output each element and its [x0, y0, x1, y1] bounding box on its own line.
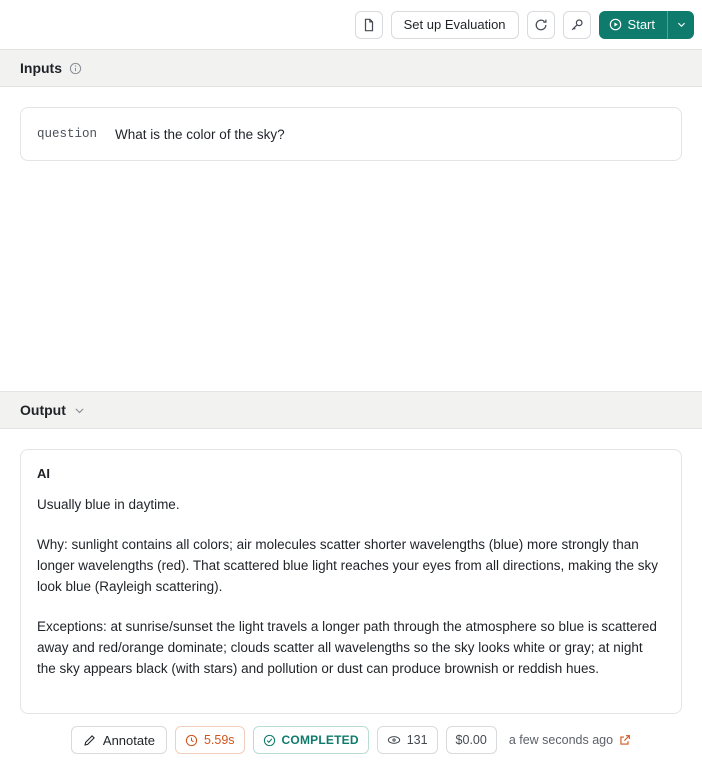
inputs-area	[0, 87, 702, 391]
check-circle-icon	[263, 734, 276, 747]
output-section-header[interactable]	[0, 391, 702, 429]
document-icon	[362, 18, 376, 32]
output-paragraph: Why: sunlight contains all colors; air molecules scatter shorter wavelengths (blue) more strongly than longer wavelengths (red). That scattered blue light reaches your eyes from all directions, making the sky look blue (Rayleigh scattering).	[37, 537, 659, 594]
start-options-button[interactable]	[667, 11, 694, 39]
start-button[interactable]	[599, 11, 667, 39]
start-button-group	[599, 11, 694, 39]
inputs-title: Inputs	[20, 60, 62, 76]
play-icon	[609, 18, 622, 31]
output-message-card	[20, 449, 682, 714]
document-button[interactable]	[355, 11, 383, 39]
setup-evaluation-label: Set up Evaluation	[403, 17, 506, 32]
inputs-section-header	[0, 49, 702, 87]
pencil-icon	[83, 734, 96, 747]
duration-value: 5.59s	[203, 733, 235, 747]
input-field-row[interactable]	[20, 107, 682, 161]
message-role-label: AI	[37, 466, 50, 481]
token-count-value: 131	[406, 733, 428, 747]
clock-icon	[185, 734, 198, 747]
input-field-value: What is the color of the sky?	[115, 126, 285, 142]
refresh-icon	[534, 18, 548, 32]
top-toolbar	[0, 0, 702, 49]
token-count-badge	[377, 726, 438, 754]
annotate-button[interactable]	[71, 726, 167, 754]
chevron-down-icon[interactable]	[73, 404, 86, 417]
setup-evaluation-button[interactable]	[391, 11, 519, 39]
external-link-icon[interactable]	[619, 734, 631, 746]
output-title: Output	[20, 402, 66, 418]
key-icon	[570, 18, 584, 32]
cost-value: $0.00	[455, 733, 487, 747]
cost-badge	[446, 726, 497, 754]
output-area	[0, 429, 702, 714]
run-status-footer	[0, 717, 702, 763]
chevron-down-icon	[676, 19, 687, 30]
api-key-button[interactable]	[563, 11, 591, 39]
input-field-key: question	[37, 127, 98, 141]
start-label: Start	[627, 17, 655, 32]
timestamp-value: a few seconds ago	[508, 733, 614, 747]
duration-badge	[175, 726, 245, 754]
status-badge	[253, 726, 369, 754]
timestamp	[509, 733, 631, 747]
output-paragraph: Exceptions: at sunrise/sunset the light travels a longer path through the atmosphere so blue is scattered away and red/orange dominate; clouds scatter all wavelengths so the sky looks white or gray; at night the sky appears black (with stars) and pollution or dust can produce brownish or reddish hues.	[37, 619, 657, 676]
refresh-button[interactable]	[527, 11, 555, 39]
annotate-label: Annotate	[102, 732, 155, 748]
token-icon	[387, 734, 401, 746]
output-paragraph: Usually blue in daytime.	[37, 497, 180, 512]
status-value: COMPLETED	[281, 733, 359, 747]
info-icon[interactable]	[69, 62, 82, 75]
